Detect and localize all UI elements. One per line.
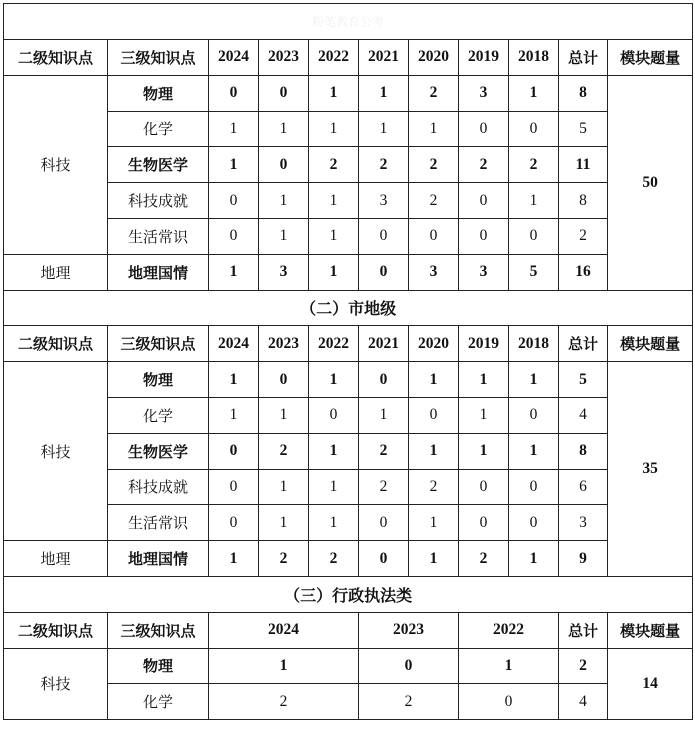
year-value: 1	[309, 469, 359, 505]
second-level-cell: 科技	[4, 648, 108, 720]
second-level-cell: 地理	[4, 254, 108, 290]
year-value: 0	[409, 218, 459, 254]
header-third-level: 三级知识点	[108, 612, 209, 648]
third-level-cell: 生活常识	[108, 218, 209, 254]
year-value: 1	[309, 362, 359, 398]
year-value: 3	[259, 254, 309, 290]
year-value: 1	[309, 433, 359, 469]
table-row	[4, 469, 693, 505]
header-row	[4, 326, 693, 362]
header-year: 2021	[359, 326, 409, 362]
total-value: 2	[559, 648, 608, 684]
year-value: 2	[459, 541, 509, 577]
year-value: 1	[209, 111, 259, 147]
year-value: 1	[509, 541, 559, 577]
year-value: 0	[509, 111, 559, 147]
year-value: 0	[459, 218, 509, 254]
header-year: 2019	[459, 40, 509, 76]
third-level-cell: 地理国情	[108, 254, 209, 290]
table-row	[4, 541, 693, 577]
year-value: 0	[209, 218, 259, 254]
year-value: 1	[259, 111, 309, 147]
year-value: 1	[459, 397, 509, 433]
header-year: 2024	[209, 40, 259, 76]
year-value: 1	[209, 648, 359, 684]
table-row	[4, 648, 693, 684]
year-value: 1	[509, 75, 559, 111]
watermark: 粉笔教育公考	[4, 4, 693, 40]
total-value: 5	[559, 362, 608, 398]
header-year: 2024	[209, 612, 359, 648]
header-module-count: 模块题量	[608, 612, 693, 648]
section-title: （三）行政执法类	[4, 576, 693, 612]
second-level-cell: 科技	[4, 75, 108, 254]
table-row	[4, 218, 693, 254]
total-value: 6	[559, 469, 608, 505]
year-value: 1	[209, 147, 259, 183]
year-value: 2	[259, 433, 309, 469]
year-value: 0	[509, 397, 559, 433]
year-value: 0	[309, 397, 359, 433]
year-value: 0	[359, 505, 409, 541]
total-value: 8	[559, 433, 608, 469]
header-third-level: 三级知识点	[108, 40, 209, 76]
header-year: 2018	[509, 326, 559, 362]
header-total: 总计	[559, 326, 608, 362]
header-year: 2019	[459, 326, 509, 362]
year-value: 0	[209, 505, 259, 541]
year-value: 0	[359, 648, 459, 684]
year-value: 0	[409, 397, 459, 433]
table-row	[4, 397, 693, 433]
header-year: 2023	[259, 40, 309, 76]
year-value: 1	[259, 397, 309, 433]
year-value: 0	[459, 505, 509, 541]
table-row	[4, 75, 693, 111]
header-year: 2023	[259, 326, 309, 362]
year-value: 1	[409, 433, 459, 469]
module-count-value: 35	[608, 362, 693, 577]
header-module-count: 模块题量	[608, 40, 693, 76]
year-value: 1	[309, 183, 359, 219]
third-level-cell: 生物医学	[108, 147, 209, 183]
year-value: 1	[359, 75, 409, 111]
third-level-cell: 生活常识	[108, 505, 209, 541]
module-count-value: 50	[608, 75, 693, 290]
year-value: 1	[309, 75, 359, 111]
table-row	[4, 147, 693, 183]
year-value: 2	[209, 684, 359, 720]
module-count-value: 14	[608, 648, 693, 720]
year-value: 0	[359, 362, 409, 398]
header-year: 2020	[409, 40, 459, 76]
year-value: 1	[359, 397, 409, 433]
third-level-cell: 物理	[108, 362, 209, 398]
header-second-level: 二级知识点	[4, 326, 108, 362]
year-value: 1	[259, 183, 309, 219]
year-value: 2	[359, 684, 459, 720]
total-value: 8	[559, 183, 608, 219]
year-value: 0	[359, 254, 409, 290]
year-value: 2	[259, 541, 309, 577]
year-value: 0	[359, 218, 409, 254]
second-level-cell: 地理	[4, 541, 108, 577]
year-value: 2	[509, 147, 559, 183]
third-level-cell: 地理国情	[108, 541, 209, 577]
table-row	[4, 183, 693, 219]
year-value: 2	[359, 147, 409, 183]
third-level-cell: 科技成就	[108, 469, 209, 505]
third-level-cell: 化学	[108, 684, 209, 720]
year-value: 2	[409, 183, 459, 219]
table-row	[4, 111, 693, 147]
header-total: 总计	[559, 612, 608, 648]
year-value: 0	[459, 183, 509, 219]
header-year: 2022	[309, 326, 359, 362]
table-body	[4, 4, 693, 720]
year-value: 1	[259, 218, 309, 254]
header-third-level: 三级知识点	[108, 326, 209, 362]
header-year: 2022	[459, 612, 559, 648]
header-year: 2023	[359, 612, 459, 648]
year-value: 2	[359, 469, 409, 505]
year-value: 1	[459, 362, 509, 398]
year-value: 0	[209, 433, 259, 469]
year-value: 1	[209, 254, 259, 290]
year-value: 1	[309, 111, 359, 147]
year-value: 3	[459, 254, 509, 290]
year-value: 3	[409, 254, 459, 290]
year-value: 0	[209, 469, 259, 505]
year-value: 1	[459, 648, 559, 684]
year-value: 0	[459, 111, 509, 147]
year-value: 1	[209, 541, 259, 577]
year-value: 1	[409, 111, 459, 147]
header-year: 2021	[359, 40, 409, 76]
third-level-cell: 化学	[108, 111, 209, 147]
year-value: 1	[309, 505, 359, 541]
third-level-cell: 科技成就	[108, 183, 209, 219]
section-title-row	[4, 576, 693, 612]
third-level-cell: 物理	[108, 75, 209, 111]
table-row	[4, 433, 693, 469]
year-value: 1	[309, 254, 359, 290]
header-year: 2024	[209, 326, 259, 362]
section-title: （二）市地级	[4, 290, 693, 326]
year-value: 0	[459, 469, 509, 505]
total-value: 5	[559, 111, 608, 147]
total-value: 16	[559, 254, 608, 290]
year-value: 5	[509, 254, 559, 290]
table-row	[4, 254, 693, 290]
year-value: 1	[359, 111, 409, 147]
year-value: 0	[209, 183, 259, 219]
year-value: 0	[509, 505, 559, 541]
year-value: 0	[259, 362, 309, 398]
year-value: 0	[359, 541, 409, 577]
year-value: 1	[409, 541, 459, 577]
header-row	[4, 612, 693, 648]
third-level-cell: 化学	[108, 397, 209, 433]
year-value: 1	[259, 469, 309, 505]
total-value: 11	[559, 147, 608, 183]
total-value: 2	[559, 218, 608, 254]
year-value: 1	[209, 397, 259, 433]
year-value: 0	[259, 147, 309, 183]
year-value: 2	[409, 75, 459, 111]
knowledge-point-table	[3, 3, 693, 720]
total-value: 8	[559, 75, 608, 111]
year-value: 0	[509, 218, 559, 254]
third-level-cell: 物理	[108, 648, 209, 684]
total-value: 3	[559, 505, 608, 541]
year-value: 1	[259, 505, 309, 541]
header-row	[4, 40, 693, 76]
year-value: 1	[459, 433, 509, 469]
year-value: 1	[409, 505, 459, 541]
header-year: 2022	[309, 40, 359, 76]
year-value: 1	[509, 362, 559, 398]
total-value: 4	[559, 684, 608, 720]
total-value: 9	[559, 541, 608, 577]
section-title-row	[4, 290, 693, 326]
year-value: 0	[509, 469, 559, 505]
year-value: 2	[459, 147, 509, 183]
header-total: 总计	[559, 40, 608, 76]
header-second-level: 二级知识点	[4, 612, 108, 648]
header-year: 2018	[509, 40, 559, 76]
year-value: 2	[309, 147, 359, 183]
year-value: 0	[209, 75, 259, 111]
year-value: 1	[509, 183, 559, 219]
year-value: 1	[309, 218, 359, 254]
table-row	[4, 362, 693, 398]
year-value: 0	[259, 75, 309, 111]
watermark-row	[4, 4, 693, 40]
header-year: 2020	[409, 326, 459, 362]
year-value: 1	[509, 433, 559, 469]
year-value: 2	[309, 541, 359, 577]
total-value: 4	[559, 397, 608, 433]
year-value: 3	[359, 183, 409, 219]
year-value: 1	[409, 362, 459, 398]
header-module-count: 模块题量	[608, 326, 693, 362]
year-value: 2	[409, 147, 459, 183]
year-value: 3	[459, 75, 509, 111]
table-row	[4, 684, 693, 720]
third-level-cell: 生物医学	[108, 433, 209, 469]
year-value: 2	[359, 433, 409, 469]
year-value: 2	[409, 469, 459, 505]
year-value: 1	[209, 362, 259, 398]
table-row	[4, 505, 693, 541]
header-second-level: 二级知识点	[4, 40, 108, 76]
second-level-cell: 科技	[4, 362, 108, 541]
year-value: 0	[459, 684, 559, 720]
